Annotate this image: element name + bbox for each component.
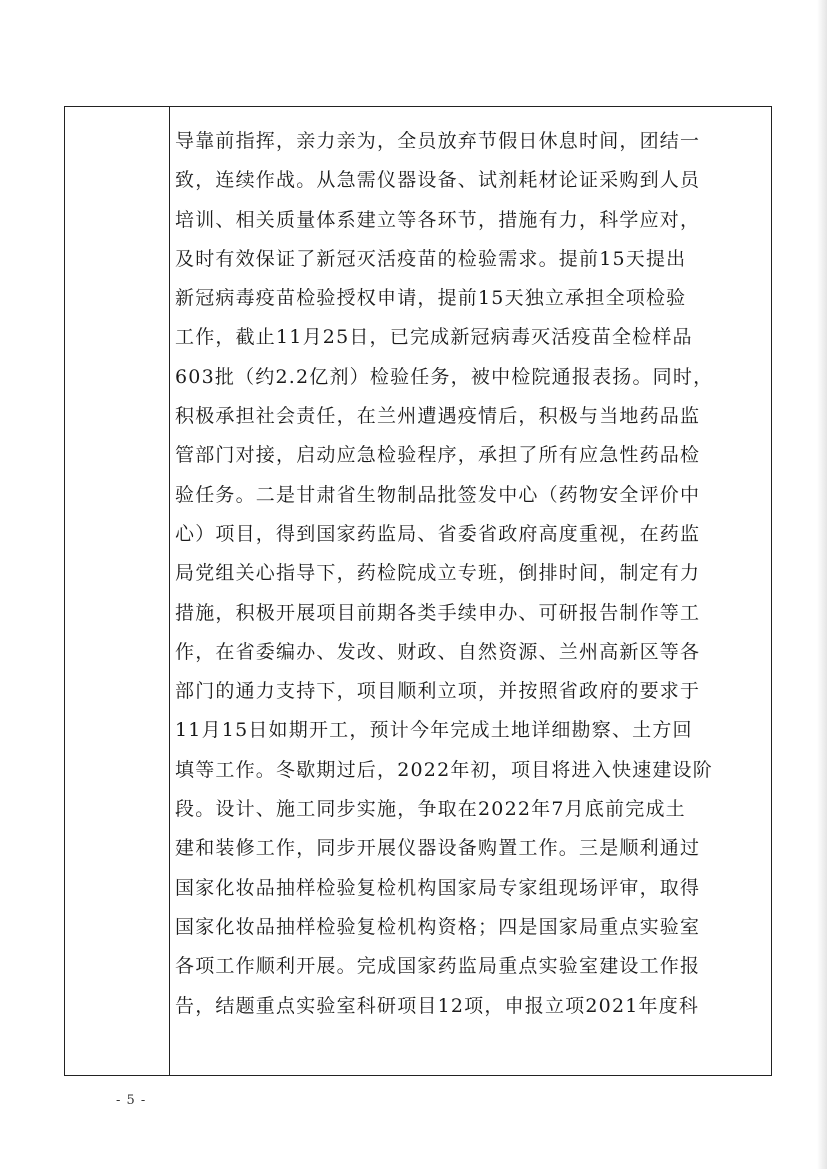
text-line: 心）项目，得到国家药监局、省委省政府高度重视，在药监 — [175, 522, 701, 545]
text-line: 建和装修工作，同步开展仪器设备购置工作。三是顺利通过 — [175, 837, 701, 860]
text-line: 告，结题重点实验室科研项目12项，申报立项2021年度科 — [175, 994, 700, 1017]
text-line: 新冠病毒疫苗检验授权申请，提前15天独立承担全项检验 — [175, 287, 687, 310]
text-line: 积极承担社会责任，在兰州遭遇疫情后，积极与当地药品监 — [175, 405, 701, 428]
text-line: 培训、相关质量体系建立等各环节，措施有力，科学应对， — [175, 208, 701, 231]
text-line: 各项工作顺利开展。完成国家药监局重点实验室建设工作报 — [175, 955, 701, 978]
body-text — [175, 122, 765, 1026]
text-line: 段。设计、施工同步实施，争取在2022年7月底前完成土 — [175, 798, 686, 821]
text-line: 作，在省委编办、发改、财政、自然资源、兰州高新区等各 — [175, 640, 701, 663]
text-line: 验任务。二是甘肃省生物制品批签发中心（药物安全评价中 — [175, 483, 701, 506]
text-line: 及时有效保证了新冠灭活疫苗的检验需求。提前15天提出 — [175, 247, 687, 270]
text-line: 填等工作。冬歇期过后，2022年初，项目将进入快速建设阶 — [175, 758, 713, 781]
text-line: 措施，积极开展项目前期各类手续申办、可研报告制作等工 — [175, 601, 701, 624]
text-line: 国家化妆品抽样检验复检机构国家局专家组现场评审，取得 — [175, 876, 701, 899]
text-line: 部门的通力支持下，项目顺利立项，并按照省政府的要求于 — [175, 680, 701, 703]
text-line: 致，连续作战。从急需仪器设备、试剂耗材论证采购到人员 — [175, 169, 701, 192]
text-line: 导靠前指挥，亲力亲为，全员放弃节假日休息时间，团结一 — [175, 130, 701, 152]
table-frame — [64, 106, 772, 1076]
text-line: 国家化妆品抽样检验复检机构资格；四是国家局重点实验室 — [175, 915, 701, 938]
page-number: - 5 - — [116, 1093, 147, 1108]
scan-edge-shadow — [817, 0, 827, 1169]
text-line: 603批（约2.2亿剂）检验任务，被中检院通报表扬。同时， — [175, 365, 714, 388]
text-line: 管部门对接，启动应急检验程序，承担了所有应急性药品检 — [175, 444, 701, 467]
text-line: 工作，截止11月25日，已完成新冠病毒灭活疫苗全检样品 — [175, 326, 693, 349]
text-line: 局党组关心指导下，药检院成立专班，倒排时间，制定有力 — [175, 562, 701, 585]
text-line: 11月15日如期开工，预计今年完成土地详细勘察、土方回 — [175, 719, 693, 742]
left-label-cell — [65, 107, 170, 1075]
